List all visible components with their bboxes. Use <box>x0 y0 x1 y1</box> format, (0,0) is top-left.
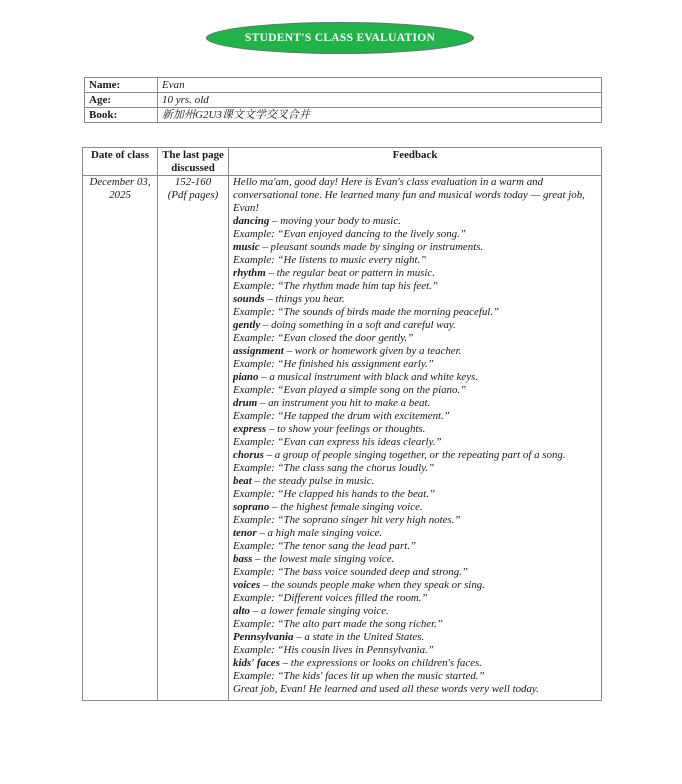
vocab-definition <box>233 345 597 358</box>
vocab-example: Example: “The bass voice sounded deep and strong.” <box>233 566 468 578</box>
vocab-example: Example: “He finished his assignment early.” <box>233 358 434 370</box>
vocab-meaning: – pleasant sounds made by singing or instruments. <box>259 241 484 253</box>
vocab-word: piano <box>233 371 259 383</box>
vocab-meaning: – an instrument you hit to make a beat. <box>257 397 431 409</box>
vocab-meaning: – moving your body to music. <box>269 215 401 227</box>
vocab-example: Example: “The rhythm made him tap his feet.” <box>233 280 438 292</box>
vocab-definition <box>233 475 597 488</box>
vocab-word: beat <box>233 475 252 487</box>
vocab-example: Example: “The alto part made the song richer.” <box>233 618 443 630</box>
vocab-meaning: – the expressions or looks on children's faces. <box>279 657 482 669</box>
vocab-word: bass <box>233 553 253 565</box>
pages-cell <box>158 176 229 701</box>
vocab-meaning: – a lower female singing voice. <box>249 605 389 617</box>
vocab-meaning: – to show your feelings or thoughts. <box>266 423 426 435</box>
vocab-word: alto <box>233 605 250 617</box>
vocab-word: drum <box>233 397 258 409</box>
vocab-word: rhythm <box>233 267 266 279</box>
vocab-definition <box>233 293 597 306</box>
book-value: 新加州G2U3课文文学交叉合并 <box>158 108 602 123</box>
vocabulary-list <box>233 215 597 683</box>
vocab-definition <box>233 553 597 566</box>
vocab-word: assignment <box>233 345 284 357</box>
vocab-example: Example: “He clapped his hands to the beat.” <box>233 488 436 500</box>
vocab-definition <box>233 423 597 436</box>
vocab-definition <box>233 241 597 254</box>
feedback-closing: Great job, Evan! He learned and used all these words very well today. <box>233 683 539 695</box>
class-date: December 03, 2025 <box>83 176 158 701</box>
vocab-example: Example: “His cousin lives in Pennsylvania.” <box>233 644 434 656</box>
age-label: Age: <box>85 93 158 108</box>
vocab-definition <box>233 371 597 384</box>
vocab-example: Example: “Evan played a simple song on the piano.” <box>233 384 467 396</box>
name-value: Evan <box>158 78 602 93</box>
date-header: Date of class <box>83 148 158 176</box>
vocab-example: Example: “Evan enjoyed dancing to the lively song.” <box>233 228 466 240</box>
vocab-word: Pennsylvania <box>233 631 294 643</box>
vocab-word: soprano <box>233 501 270 513</box>
vocab-word: music <box>233 241 260 253</box>
vocab-example: Example: “Evan can express his ideas clearly.” <box>233 436 442 448</box>
vocab-word: tenor <box>233 527 257 539</box>
page-header: The last page discussed <box>158 148 229 176</box>
vocab-meaning: – work or homework given by a teacher. <box>283 345 462 357</box>
vocab-definition <box>233 319 597 332</box>
evaluation-table <box>82 147 602 701</box>
vocab-definition <box>233 657 597 670</box>
feedback-header: Feedback <box>229 148 602 176</box>
vocab-example: Example: “Different voices filled the room.” <box>233 592 428 604</box>
vocab-definition <box>233 605 597 618</box>
vocab-word: kids' faces <box>233 657 280 669</box>
page-title: STUDENT'S CLASS EVALUATION <box>206 22 474 54</box>
vocab-word: sounds <box>233 293 265 305</box>
book-row <box>85 108 602 123</box>
vocab-meaning: – the lowest male singing voice. <box>252 553 395 565</box>
vocab-word: chorus <box>233 449 264 461</box>
vocab-example: Example: “The tenor sang the lead part.” <box>233 540 417 552</box>
vocab-example: Example: “The soprano singer hit very high notes.” <box>233 514 461 526</box>
vocab-definition <box>233 631 597 644</box>
feedback-cell <box>229 176 602 701</box>
vocab-definition <box>233 527 597 540</box>
table-row <box>83 176 602 701</box>
vocab-meaning: – a state in the United States. <box>293 631 425 643</box>
vocab-definition <box>233 397 597 410</box>
vocab-word: dancing <box>233 215 270 227</box>
vocab-meaning: – things you hear. <box>264 293 345 305</box>
vocab-definition <box>233 215 597 228</box>
pages-range: 152-160 <box>174 176 212 188</box>
age-value: 10 yrs. old <box>158 93 602 108</box>
name-label: Name: <box>85 78 158 93</box>
vocab-definition <box>233 501 597 514</box>
vocab-meaning: – the regular beat or pattern in music. <box>265 267 435 279</box>
vocab-definition <box>233 449 597 462</box>
vocab-meaning: – the steady pulse in music. <box>251 475 375 487</box>
vocab-example: Example: “He listens to music every night.” <box>233 254 427 266</box>
vocab-meaning: – the sounds people make when they speak or sing. <box>260 579 485 591</box>
vocab-example: Example: “Evan closed the door gently.” <box>233 332 414 344</box>
vocab-example: Example: “The sounds of birds made the morning peaceful.” <box>233 306 500 318</box>
name-row <box>85 78 602 93</box>
vocab-example: Example: “He tapped the drum with excitement.” <box>233 410 450 422</box>
age-row <box>85 93 602 108</box>
vocab-meaning: – a musical instrument with black and white keys. <box>258 371 479 383</box>
vocab-word: express <box>233 423 267 435</box>
vocab-definition <box>233 579 597 592</box>
vocab-example: Example: “The class sang the chorus loudly.” <box>233 462 435 474</box>
student-info-table <box>84 77 602 123</box>
header-row <box>83 148 602 176</box>
vocab-word: gently <box>233 319 261 331</box>
feedback-intro: Hello ma'am, good day! Here is Evan's class evaluation in a warm and conversational tone. He learned many fun and musical words today — great job, Evan! <box>233 176 585 214</box>
vocab-meaning: – the highest female singing voice. <box>269 501 423 513</box>
vocab-definition <box>233 267 597 280</box>
pages-note: (Pdf pages) <box>167 189 219 201</box>
vocab-meaning: – a group of people singing together, or the repeating part of a song. <box>263 449 566 461</box>
vocab-example: Example: “The kids' faces lit up when the music started.” <box>233 670 485 682</box>
vocab-meaning: – a high male singing voice. <box>256 527 383 539</box>
vocab-word: voices <box>233 579 261 591</box>
vocab-meaning: – doing something in a soft and careful way. <box>260 319 456 331</box>
book-label: Book: <box>85 108 158 123</box>
